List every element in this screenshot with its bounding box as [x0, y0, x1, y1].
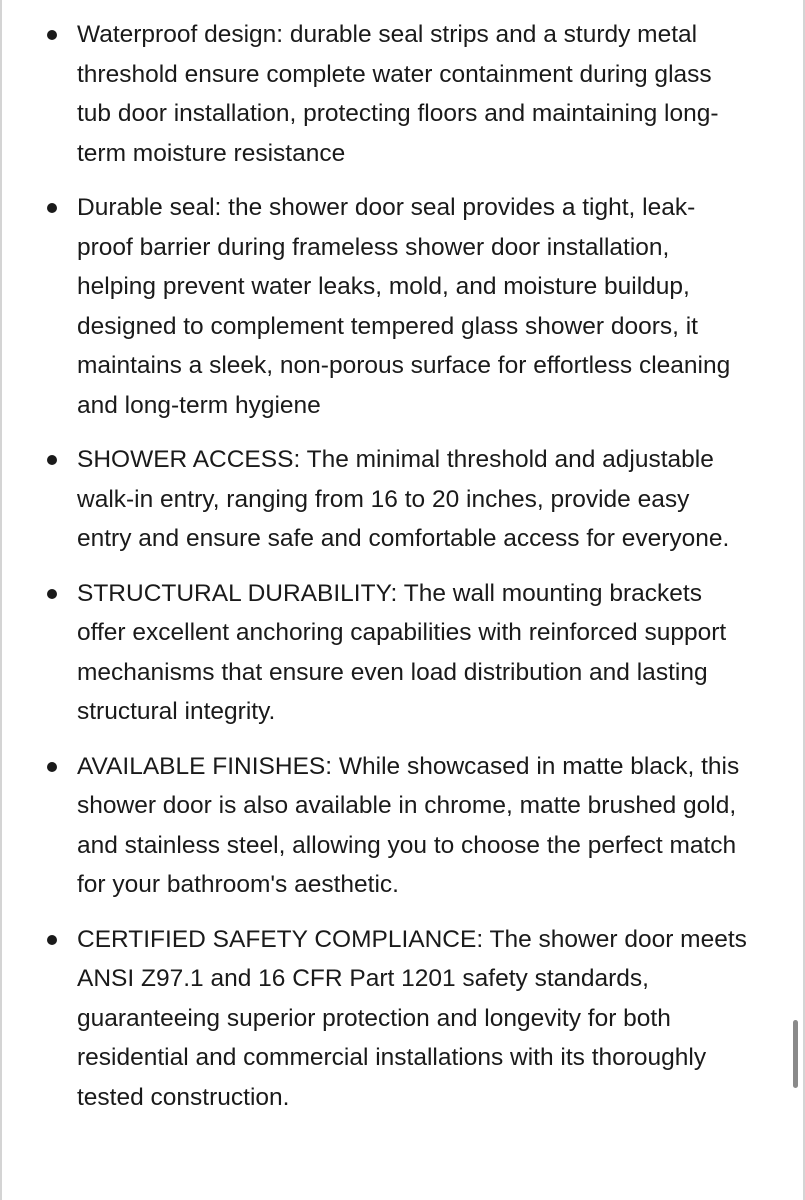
feature-text: STRUCTURAL DURABILITY: The wall mounting brackets offer excellent anchoring capabilities with reinforced support mechanisms that ensure even load distribution and lasting structural integrity.	[77, 579, 727, 725]
scrollbar-thumb[interactable]	[793, 1020, 798, 1088]
list-item	[0, 188, 760, 425]
list-item	[0, 15, 760, 173]
feature-list	[0, 15, 760, 1132]
bullet-icon	[47, 762, 57, 772]
bullet-icon	[47, 589, 57, 599]
feature-text: SHOWER ACCESS: The minimal threshold and adjustable walk-in entry, ranging from 16 to 20 inches, provide easy entry and ensure safe and comfortable access for everyone.	[77, 446, 730, 552]
list-item	[0, 920, 760, 1118]
list-item	[0, 574, 760, 732]
feature-text: AVAILABLE FINISHES: While showcased in matte black, this shower door is also available in chrome, matte brushed gold, and stainless steel, allowing you to choose the perfect match for your bathroom's aesthetic.	[77, 752, 740, 898]
list-item	[0, 747, 760, 905]
list-item	[0, 440, 760, 559]
feature-text: CERTIFIED SAFETY COMPLIANCE: The shower door meets ANSI Z97.1 and 16 CFR Part 1201 safety standards, guaranteeing superior protection and longevity for both residential and commercial installations with its thoroughly tested construction.	[77, 925, 747, 1111]
bullet-icon	[47, 455, 57, 465]
bullet-icon	[47, 203, 57, 213]
bullet-icon	[47, 935, 57, 945]
feature-text: Durable seal: the shower door seal provides a tight, leak-proof barrier during frameless shower door installation, helping prevent water leaks, mold, and moisture buildup, designed to complement tempered glass shower doors, it maintains a sleek, non-porous surface for effortless cleaning and long-term hygiene	[77, 194, 731, 419]
bullet-icon	[47, 30, 57, 40]
feature-text: Waterproof design: durable seal strips and a sturdy metal threshold ensure complete water containment during glass tub door installation, protecting floors and maintaining long-term moisture resistance	[77, 21, 719, 167]
